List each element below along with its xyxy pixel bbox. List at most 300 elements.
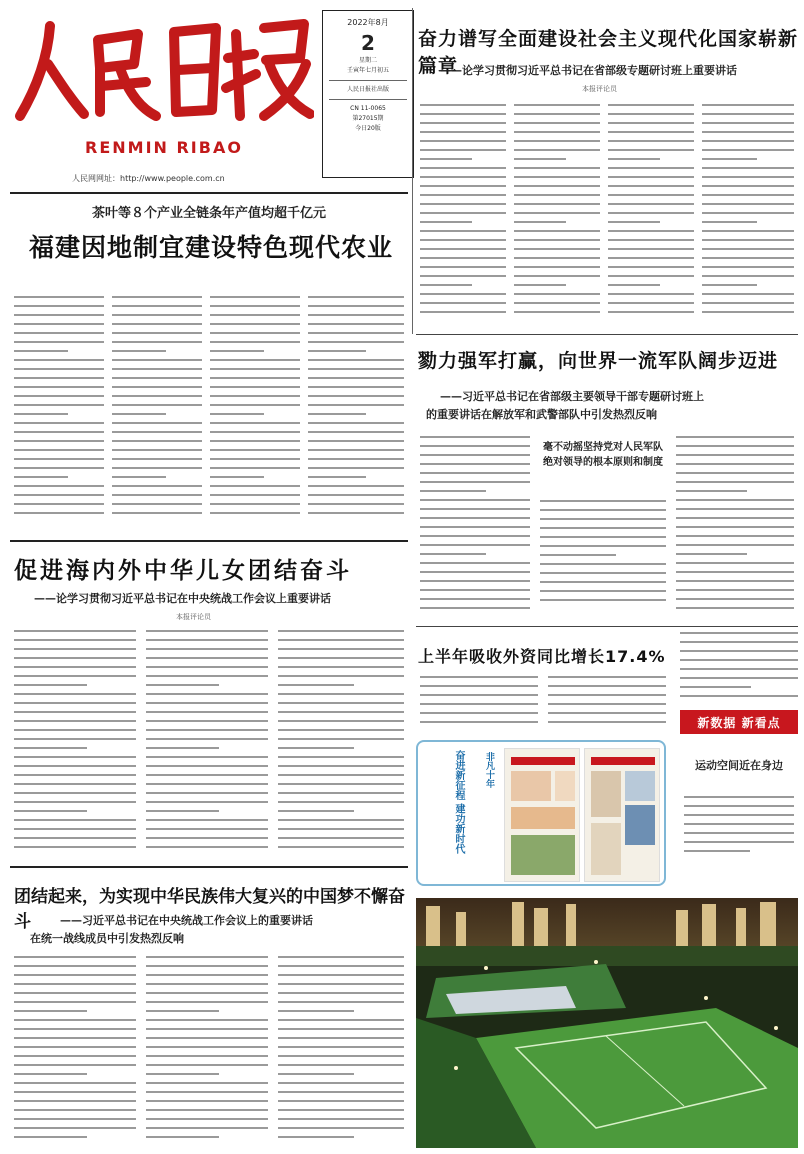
text-line bbox=[676, 490, 747, 492]
text-line bbox=[702, 131, 794, 133]
text-line bbox=[14, 296, 104, 298]
headline-military[interactable]: 勠力强军打赢，向世界一流军队阔步迈进 bbox=[418, 350, 779, 372]
text-line bbox=[514, 266, 600, 268]
text-line bbox=[146, 666, 268, 668]
text-line bbox=[146, 1109, 268, 1111]
text-line bbox=[684, 823, 794, 825]
text-line bbox=[112, 503, 202, 505]
text-line bbox=[308, 368, 404, 370]
text-line bbox=[540, 500, 666, 502]
text-line bbox=[210, 458, 300, 460]
text-line bbox=[14, 693, 136, 695]
text-line bbox=[420, 284, 472, 286]
issue-number: 第27015期 bbox=[352, 115, 384, 122]
subhead-top-right: ——论学习贯彻习近平总书记在省部级专题研讨班上重要讲话 bbox=[440, 64, 737, 77]
text-line bbox=[112, 296, 202, 298]
text-line bbox=[278, 1028, 404, 1030]
text-line bbox=[676, 445, 794, 447]
text-line bbox=[420, 167, 506, 169]
text-line bbox=[676, 526, 794, 528]
text-line bbox=[676, 472, 794, 474]
text-line bbox=[112, 422, 202, 424]
headline-top-right[interactable]: 奋力谱写全面建设社会主义现代化国家崭新篇章 bbox=[418, 28, 799, 77]
promo-slogan: 奋进新征程 建功新时代 bbox=[453, 750, 464, 854]
text-line bbox=[308, 494, 404, 496]
text-line bbox=[684, 814, 794, 816]
text-line bbox=[608, 248, 694, 250]
text-line bbox=[420, 221, 472, 223]
text-line bbox=[676, 562, 794, 564]
text-line bbox=[278, 983, 404, 985]
text-line bbox=[702, 158, 757, 160]
text-line bbox=[112, 359, 202, 361]
text-line bbox=[676, 508, 794, 510]
text-line bbox=[540, 554, 616, 556]
text-line bbox=[146, 648, 268, 650]
text-line bbox=[112, 386, 202, 388]
text-line bbox=[608, 293, 694, 295]
text-line bbox=[14, 449, 104, 451]
text-line bbox=[308, 440, 404, 442]
text-line bbox=[608, 140, 694, 142]
text-line bbox=[210, 341, 300, 343]
text-line bbox=[278, 684, 354, 686]
text-line bbox=[308, 431, 404, 433]
text-line bbox=[608, 311, 694, 313]
text-line bbox=[420, 302, 506, 304]
text-line bbox=[278, 819, 404, 821]
text-line bbox=[14, 1046, 136, 1048]
text-line bbox=[278, 1082, 404, 1084]
text-line bbox=[684, 832, 794, 834]
text-line bbox=[112, 458, 202, 460]
text-line bbox=[308, 341, 404, 343]
text-line bbox=[420, 721, 538, 723]
text-line bbox=[420, 472, 530, 474]
text-line bbox=[676, 598, 794, 600]
text-line bbox=[278, 1127, 404, 1129]
text-line bbox=[210, 386, 300, 388]
text-line bbox=[14, 1082, 136, 1084]
body-text bbox=[146, 630, 268, 856]
text-line bbox=[14, 377, 104, 379]
text-line bbox=[514, 230, 600, 232]
text-line bbox=[146, 1136, 219, 1138]
text-line bbox=[514, 122, 600, 124]
text-line bbox=[702, 266, 794, 268]
text-line bbox=[14, 828, 136, 830]
text-line bbox=[210, 413, 264, 415]
masthead bbox=[10, 8, 408, 190]
text-line bbox=[702, 239, 794, 241]
text-line bbox=[14, 810, 87, 812]
text-line bbox=[210, 314, 300, 316]
byline: 本报评论员 bbox=[176, 613, 211, 621]
text-line bbox=[146, 720, 268, 722]
text-line bbox=[420, 203, 506, 205]
text-line bbox=[308, 323, 404, 325]
text-line bbox=[420, 454, 530, 456]
thumbnail-graphic bbox=[585, 749, 661, 883]
text-line bbox=[210, 449, 300, 451]
text-line bbox=[210, 368, 300, 370]
text-line bbox=[420, 149, 506, 151]
text-line bbox=[278, 1091, 404, 1093]
text-line bbox=[14, 422, 104, 424]
text-line bbox=[146, 738, 268, 740]
text-line bbox=[420, 266, 506, 268]
text-line bbox=[14, 1028, 136, 1030]
newspaper-logo bbox=[14, 12, 314, 132]
text-line bbox=[540, 518, 666, 520]
text-line bbox=[278, 1100, 404, 1102]
text-line bbox=[146, 956, 268, 958]
text-line bbox=[308, 350, 366, 352]
text-line bbox=[548, 685, 666, 687]
text-line bbox=[308, 449, 404, 451]
subhead-unity: ——论学习贯彻习近平总书记在中央统战工作会议上重要讲话 bbox=[34, 592, 331, 605]
text-line bbox=[420, 185, 506, 187]
text-line bbox=[146, 1046, 268, 1048]
text-line bbox=[278, 846, 404, 848]
body-text bbox=[420, 676, 538, 732]
body-text bbox=[676, 436, 794, 616]
promo-page-thumbnail[interactable] bbox=[504, 748, 580, 882]
text-line bbox=[420, 212, 506, 214]
text-line bbox=[684, 850, 750, 852]
text-line bbox=[14, 359, 104, 361]
text-line bbox=[308, 485, 404, 487]
text-line bbox=[702, 140, 794, 142]
text-line bbox=[14, 1001, 136, 1003]
text-line bbox=[702, 176, 794, 178]
headline-unity[interactable]: 促进海内外中华儿女团结奋斗 bbox=[14, 558, 352, 584]
text-line bbox=[420, 517, 530, 519]
text-line bbox=[112, 395, 202, 397]
text-line bbox=[210, 440, 300, 442]
text-line bbox=[420, 571, 530, 573]
promo-page-thumbnail[interactable] bbox=[584, 748, 660, 882]
text-line bbox=[146, 774, 268, 776]
text-line bbox=[14, 503, 104, 505]
text-line bbox=[514, 167, 600, 169]
text-line bbox=[146, 693, 268, 695]
text-line bbox=[146, 729, 268, 731]
text-line bbox=[608, 221, 660, 223]
text-line bbox=[210, 503, 300, 505]
text-line bbox=[514, 302, 600, 304]
text-line bbox=[112, 323, 202, 325]
body-text bbox=[112, 296, 202, 528]
text-line bbox=[210, 404, 300, 406]
text-line bbox=[146, 1055, 268, 1057]
text-line bbox=[702, 284, 757, 286]
website-url[interactable]: 人民网网址：http://www.people.com.cn bbox=[72, 174, 225, 183]
body-text bbox=[146, 956, 268, 1148]
text-line bbox=[680, 686, 751, 688]
text-line bbox=[702, 185, 794, 187]
text-line bbox=[514, 185, 600, 187]
text-line bbox=[14, 666, 136, 668]
text-line bbox=[14, 983, 136, 985]
text-line bbox=[308, 314, 404, 316]
text-line bbox=[548, 676, 666, 678]
text-line bbox=[146, 747, 219, 749]
text-line bbox=[680, 632, 798, 634]
text-line bbox=[278, 1001, 404, 1003]
text-line bbox=[278, 992, 404, 994]
text-line bbox=[146, 1073, 219, 1075]
text-line bbox=[308, 332, 404, 334]
text-line bbox=[308, 503, 404, 505]
text-line bbox=[676, 481, 794, 483]
text-line bbox=[14, 305, 104, 307]
text-line bbox=[112, 305, 202, 307]
text-line bbox=[112, 485, 202, 487]
divider bbox=[329, 99, 407, 100]
headline-fdi[interactable]: 上半年吸收外资同比增长17.4% bbox=[418, 647, 666, 666]
body-text bbox=[14, 630, 136, 856]
text-line bbox=[608, 257, 694, 259]
text-line bbox=[278, 956, 404, 958]
text-line bbox=[420, 113, 506, 115]
text-line bbox=[14, 323, 104, 325]
headline-dream[interactable]: 团结起来，为实现中华民族伟大复兴的中国梦不懈奋斗 bbox=[14, 887, 405, 932]
text-line bbox=[680, 668, 798, 670]
text-line bbox=[608, 230, 694, 232]
text-line bbox=[514, 158, 566, 160]
text-line bbox=[112, 404, 202, 406]
text-line bbox=[308, 422, 404, 424]
text-line bbox=[14, 956, 136, 958]
sports-field-photo bbox=[416, 898, 798, 1148]
text-line bbox=[146, 846, 268, 848]
text-line bbox=[420, 104, 506, 106]
text-line bbox=[278, 1073, 354, 1075]
text-line bbox=[420, 598, 530, 600]
body-text bbox=[14, 956, 136, 1148]
text-line bbox=[146, 675, 268, 677]
text-line bbox=[514, 293, 600, 295]
text-line bbox=[278, 828, 404, 830]
text-line bbox=[676, 553, 747, 555]
text-line bbox=[146, 1100, 268, 1102]
text-line bbox=[14, 992, 136, 994]
text-line bbox=[146, 1064, 268, 1066]
text-line bbox=[278, 1055, 404, 1057]
text-line bbox=[146, 639, 268, 641]
text-line bbox=[308, 386, 404, 388]
text-line bbox=[420, 248, 506, 250]
text-line bbox=[548, 721, 666, 723]
text-line bbox=[702, 302, 794, 304]
feature-title[interactable]: 运动空间近在身边 bbox=[695, 759, 783, 772]
divider bbox=[10, 540, 408, 542]
text-line bbox=[14, 440, 104, 442]
text-line bbox=[278, 1037, 404, 1039]
text-line bbox=[146, 965, 268, 967]
text-line bbox=[702, 230, 794, 232]
text-line bbox=[146, 1037, 268, 1039]
text-line bbox=[420, 544, 530, 546]
text-line bbox=[112, 512, 202, 514]
byline: 本报评论员 bbox=[582, 85, 617, 93]
text-line bbox=[210, 332, 300, 334]
divider bbox=[329, 80, 407, 81]
text-line bbox=[146, 819, 268, 821]
text-line bbox=[278, 675, 404, 677]
callout-military: 毫不动摇坚持党对人民军队绝对领导的根本原则和制度 bbox=[543, 442, 663, 468]
publisher: 人民日报社出版 bbox=[346, 86, 389, 93]
text-line bbox=[146, 783, 268, 785]
text-line bbox=[146, 1019, 268, 1021]
text-line bbox=[14, 314, 104, 316]
text-line bbox=[420, 535, 530, 537]
text-line bbox=[420, 239, 506, 241]
text-line bbox=[608, 167, 694, 169]
text-line bbox=[278, 801, 404, 803]
weekday: 星期二 bbox=[358, 57, 377, 64]
text-line bbox=[14, 1064, 136, 1066]
text-line bbox=[14, 332, 104, 334]
divider bbox=[416, 334, 798, 335]
text-line bbox=[14, 404, 104, 406]
text-line bbox=[112, 377, 202, 379]
text-line bbox=[278, 1136, 354, 1138]
text-line bbox=[210, 377, 300, 379]
new-data-badge[interactable]: 新数据 新看点 bbox=[680, 710, 798, 734]
text-line bbox=[278, 1109, 404, 1111]
text-line bbox=[210, 395, 300, 397]
text-line bbox=[112, 332, 202, 334]
text-line bbox=[540, 527, 666, 529]
promo-box[interactable] bbox=[416, 740, 666, 886]
text-line bbox=[608, 194, 694, 196]
text-line bbox=[548, 703, 666, 705]
text-line bbox=[14, 675, 136, 677]
text-line bbox=[14, 747, 87, 749]
text-line bbox=[14, 413, 68, 415]
text-line bbox=[146, 1118, 268, 1120]
headline-fujian[interactable]: 福建因地制宜建设特色现代农业 bbox=[28, 233, 393, 262]
text-line bbox=[146, 801, 268, 803]
text-line bbox=[146, 630, 268, 632]
text-line bbox=[608, 149, 694, 151]
text-line bbox=[146, 711, 268, 713]
text-line bbox=[514, 131, 600, 133]
text-line bbox=[112, 314, 202, 316]
text-line bbox=[278, 693, 404, 695]
text-line bbox=[14, 702, 136, 704]
page-count: 今日20版 bbox=[355, 125, 381, 132]
text-line bbox=[146, 1028, 268, 1030]
text-line bbox=[702, 212, 794, 214]
text-line bbox=[146, 810, 219, 812]
text-line bbox=[146, 992, 268, 994]
text-line bbox=[14, 639, 136, 641]
text-line bbox=[514, 212, 600, 214]
text-line bbox=[14, 476, 68, 478]
text-line bbox=[14, 738, 136, 740]
text-line bbox=[514, 176, 600, 178]
text-line bbox=[676, 607, 794, 609]
text-line bbox=[14, 974, 136, 976]
text-line bbox=[14, 368, 104, 370]
text-line bbox=[278, 1019, 404, 1021]
text-line bbox=[14, 1010, 87, 1012]
text-line bbox=[420, 436, 530, 438]
text-line bbox=[210, 476, 264, 478]
text-line bbox=[146, 837, 268, 839]
text-line bbox=[14, 765, 136, 767]
text-line bbox=[14, 1100, 136, 1102]
text-line bbox=[680, 650, 798, 652]
text-line bbox=[680, 641, 798, 643]
text-line bbox=[308, 359, 404, 361]
text-line bbox=[676, 454, 794, 456]
text-line bbox=[14, 1037, 136, 1039]
text-line bbox=[608, 113, 694, 115]
text-line bbox=[608, 104, 694, 106]
text-line bbox=[608, 185, 694, 187]
text-line bbox=[278, 639, 404, 641]
text-line bbox=[608, 275, 694, 277]
text-line bbox=[540, 509, 666, 511]
text-line bbox=[608, 176, 694, 178]
text-line bbox=[14, 819, 136, 821]
text-line bbox=[14, 341, 104, 343]
text-line bbox=[14, 630, 136, 632]
promo-title: 非凡十年 bbox=[484, 752, 494, 788]
text-line bbox=[420, 311, 506, 313]
text-line bbox=[112, 476, 166, 478]
text-line bbox=[14, 1127, 136, 1129]
text-line bbox=[420, 230, 506, 232]
date-box bbox=[322, 10, 414, 178]
text-line bbox=[14, 783, 136, 785]
issue-code: CN 11-0065 bbox=[350, 105, 386, 112]
body-text bbox=[548, 676, 666, 732]
text-line bbox=[278, 1118, 404, 1120]
body-text bbox=[420, 436, 530, 616]
text-line bbox=[14, 395, 104, 397]
text-line bbox=[112, 440, 202, 442]
text-line bbox=[14, 837, 136, 839]
text-line bbox=[676, 571, 794, 573]
text-line bbox=[278, 711, 404, 713]
text-line bbox=[278, 974, 404, 976]
text-line bbox=[146, 1010, 219, 1012]
text-line bbox=[548, 694, 666, 696]
text-line bbox=[308, 296, 404, 298]
text-line bbox=[14, 792, 136, 794]
text-line bbox=[146, 702, 268, 704]
text-line bbox=[14, 684, 87, 686]
text-line bbox=[146, 684, 219, 686]
logo-pinyin: RENMIN RIBAO bbox=[85, 138, 243, 157]
text-line bbox=[14, 1109, 136, 1111]
kicker-fujian: 茶叶等８个产业全链条年产值均超千亿元 bbox=[91, 206, 326, 221]
text-line bbox=[278, 666, 404, 668]
date-day: 2 bbox=[361, 31, 375, 55]
body-text bbox=[702, 104, 794, 322]
body-text bbox=[14, 296, 104, 528]
text-line bbox=[420, 580, 530, 582]
text-line bbox=[146, 756, 268, 758]
text-line bbox=[608, 284, 660, 286]
text-line bbox=[278, 729, 404, 731]
text-line bbox=[702, 293, 794, 295]
